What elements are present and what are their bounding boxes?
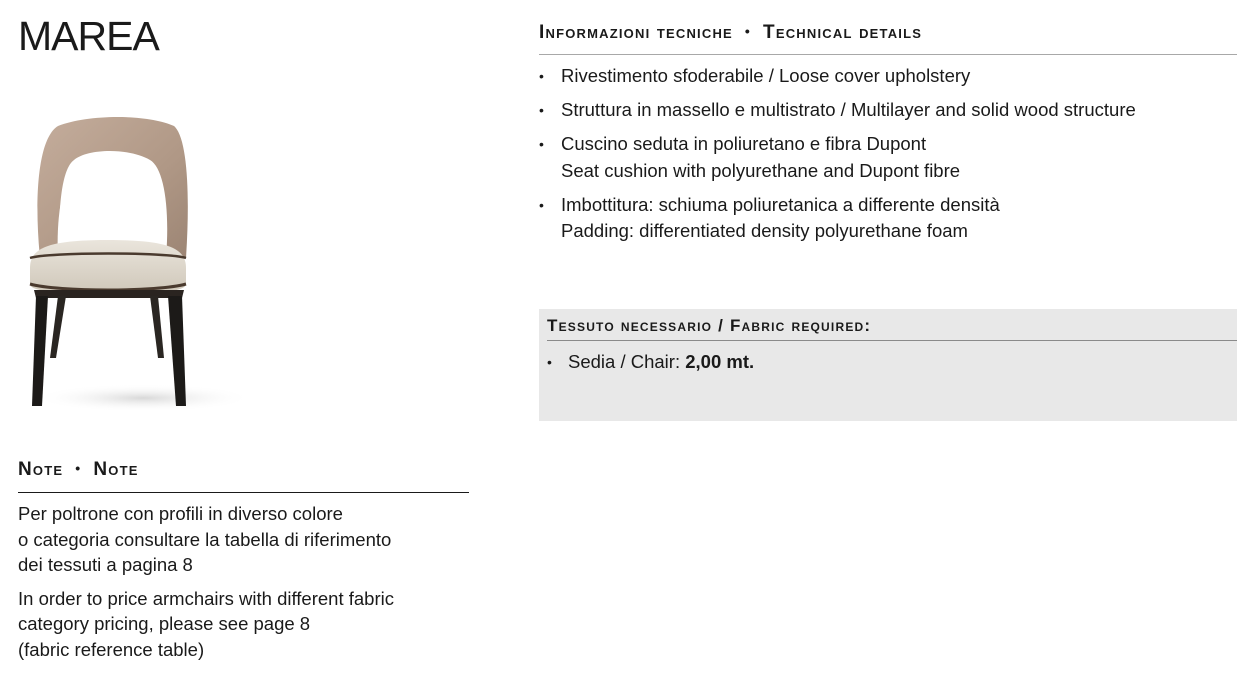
list-item-text: Padding: differentiated density polyurethane foam: [561, 220, 968, 241]
notes-paragraph-it: Per poltrone con profili in diverso colore o categoria consultare la tabella di riferimento dei tessuti a pagina 8: [18, 503, 392, 575]
bullet-icon: •: [539, 136, 544, 152]
heading-separator: •: [75, 460, 82, 476]
notes-heading-it: Note: [18, 459, 64, 480]
fabric-item-label: Sedia / Chair:: [568, 351, 686, 372]
product-title: MAREA: [18, 13, 159, 59]
heading-separator: •: [744, 23, 752, 39]
list-item-text: Seat cushion with polyurethane and Dupont fibre: [561, 159, 961, 181]
bullet-icon: •: [539, 68, 544, 84]
technical-list: [539, 63, 1237, 245]
notes-heading: [18, 454, 469, 493]
list-item-text: Cuscino seduta in poliuretano e fibra Dupont: [561, 133, 927, 154]
list-item: [539, 97, 1237, 124]
list-item: [539, 63, 1237, 90]
bullet-icon: •: [539, 196, 544, 213]
fabric-heading: Tessuto necessario / Fabric required:: [547, 309, 1237, 341]
fabric-item-value: 2,00 mt.: [685, 351, 755, 372]
list-item-text: Rivestimento sfoderabile / Loose cover upholstery: [561, 65, 971, 86]
technical-heading: [539, 16, 1237, 55]
chair-illustration: [18, 108, 243, 414]
list-item-text: Struttura in massello e multistrato / Multilayer and solid wood structure: [561, 99, 1136, 120]
list-item: [539, 192, 1237, 245]
bullet-icon: •: [539, 102, 544, 118]
fabric-required-panel: [539, 309, 1237, 421]
notes-paragraph-en: In order to price armchairs with different fabric category pricing, please see page 8 (fabric reference table): [18, 587, 394, 660]
technical-details-section: [539, 16, 1237, 252]
technical-heading-it: Informazioni tecniche: [539, 22, 733, 43]
notes-section: [18, 454, 469, 662]
fabric-item: [547, 349, 1237, 375]
technical-heading-en: Technical details: [763, 22, 923, 43]
list-item: [539, 131, 1237, 184]
bullet-icon: •: [547, 354, 552, 370]
notes-heading-en: Note: [93, 459, 139, 480]
list-item-text: Imbottitura: schiuma poliuretanica a differente densità: [561, 193, 1000, 215]
